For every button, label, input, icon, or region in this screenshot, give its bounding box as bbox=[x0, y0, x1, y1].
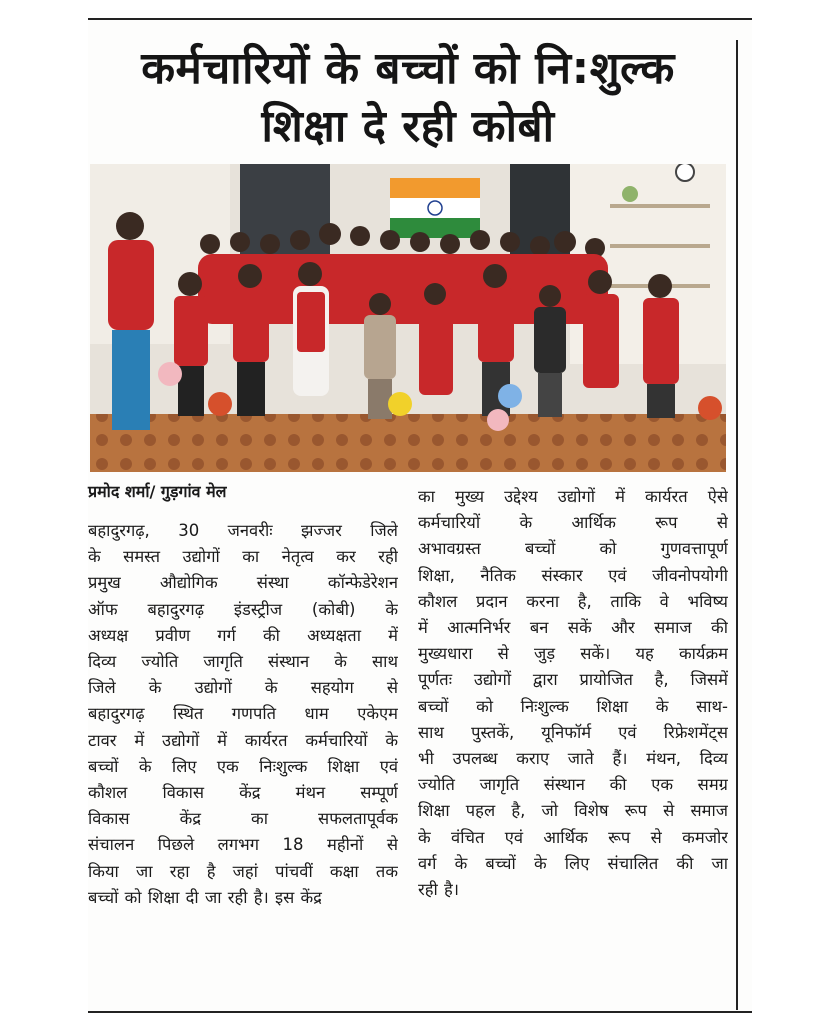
bottom-rule bbox=[88, 1011, 752, 1013]
article-line: रही है। bbox=[418, 880, 460, 900]
article-line: मुख्यधारा से जुड़ सकें। यह कार्यक्रम bbox=[418, 644, 728, 664]
headline-line-2: शिक्षा दे रही कोबी bbox=[261, 101, 555, 152]
byline: प्रमोद शर्मा/ गुड़गांव मेल bbox=[88, 482, 227, 501]
article-line: ज्योति जागृति संस्थान की एक समग्र bbox=[418, 775, 728, 795]
article-line: दिव्य ज्योति जागृति संस्थान के साथ bbox=[88, 652, 398, 672]
article-line: भी उपलब्ध कराए जाते हैं। मंथन, दिव्य bbox=[418, 749, 728, 769]
article-line: अभावग्रस्त बच्चों को गुणवत्तापूर्ण bbox=[418, 539, 728, 559]
article-line: शिक्षा, नैतिक संस्कार एवं जीवनोपयोगी bbox=[418, 565, 728, 585]
newspaper-clipping bbox=[88, 18, 752, 1013]
article-line: के वंचित एवं आर्थिक रूप से कमजोर bbox=[418, 827, 728, 847]
article-line: पूर्णतः उद्योगों द्वारा प्रायोजित है, जिसमें bbox=[418, 670, 728, 690]
article-line: शिक्षा पहल है, जो विशेष रूप से समाज bbox=[418, 801, 728, 821]
article-line: कर्मचारियों के आर्थिक रूप से bbox=[418, 513, 728, 533]
article-line: बहादुरगढ़ स्थित गणपति धाम एकेएम bbox=[88, 704, 398, 724]
article-line: संचालन पिछले लगभग 18 महीनों से bbox=[88, 835, 398, 855]
article-line: के समस्त उद्योगों का नेतृत्व कर रही bbox=[88, 547, 398, 567]
article-line: ऑफ बहादुरगढ़ इंडस्ट्रीज (कोबी) के bbox=[88, 599, 398, 619]
article-column-right bbox=[418, 484, 728, 903]
article-line: में आत्मनिर्भर बन सकें और समाज की bbox=[418, 618, 728, 638]
article-line: किया जा रहा है जहां पांचवीं कक्षा तक bbox=[88, 861, 398, 881]
article-line: का मुख्य उद्देश्य उद्योगों में कार्यरत ऐसे bbox=[418, 487, 728, 506]
article-line: कौशल प्रदान करना है, ताकि वे भविष्य bbox=[418, 591, 728, 611]
column-rule bbox=[736, 40, 738, 1010]
article-line: साथ पुस्तकें, यूनिफॉर्म एवं रिफ्रेशमेंट्स bbox=[418, 722, 728, 742]
headline bbox=[88, 40, 728, 156]
article-line: बहादुरगढ़, 30 जनवरीः झज्जर जिले bbox=[88, 521, 398, 540]
article-line: प्रमुख औद्योगिक संस्था कॉन्फेडेरेशन bbox=[88, 573, 398, 593]
article-line: वर्ग के बच्चों के लिए संचालित की जा bbox=[418, 853, 728, 873]
flag-icon bbox=[390, 178, 480, 238]
article-line: टावर में उद्योगों में कार्यरत कर्मचारियों के bbox=[88, 730, 398, 750]
top-rule bbox=[88, 18, 752, 20]
article-line: कौशल विकास केंद्र मंथन सम्पूर्ण bbox=[88, 783, 398, 803]
article-line: जिले के उद्योगों के सहयोग से bbox=[88, 678, 398, 698]
article-column-left bbox=[88, 518, 398, 911]
article-line: बच्चों को निःशुल्क शिक्षा के साथ- bbox=[418, 696, 728, 716]
article-line: बच्चों को शिक्षा दी जा रही है। इस केंद्र bbox=[88, 887, 322, 907]
headline-line-1: कर्मचारियों के बच्चों को नि:शुल्क bbox=[141, 43, 675, 94]
article-line: अध्यक्ष प्रवीण गर्ग की अध्यक्षता में bbox=[88, 625, 398, 645]
article-line: विकास केंद्र का सफलतापूर्वक bbox=[88, 809, 398, 829]
group-photo bbox=[90, 164, 726, 472]
article-line: बच्चों के लिए एक निःशुल्क शिक्षा एवं bbox=[88, 756, 398, 776]
group-photo-illustration bbox=[90, 164, 726, 472]
